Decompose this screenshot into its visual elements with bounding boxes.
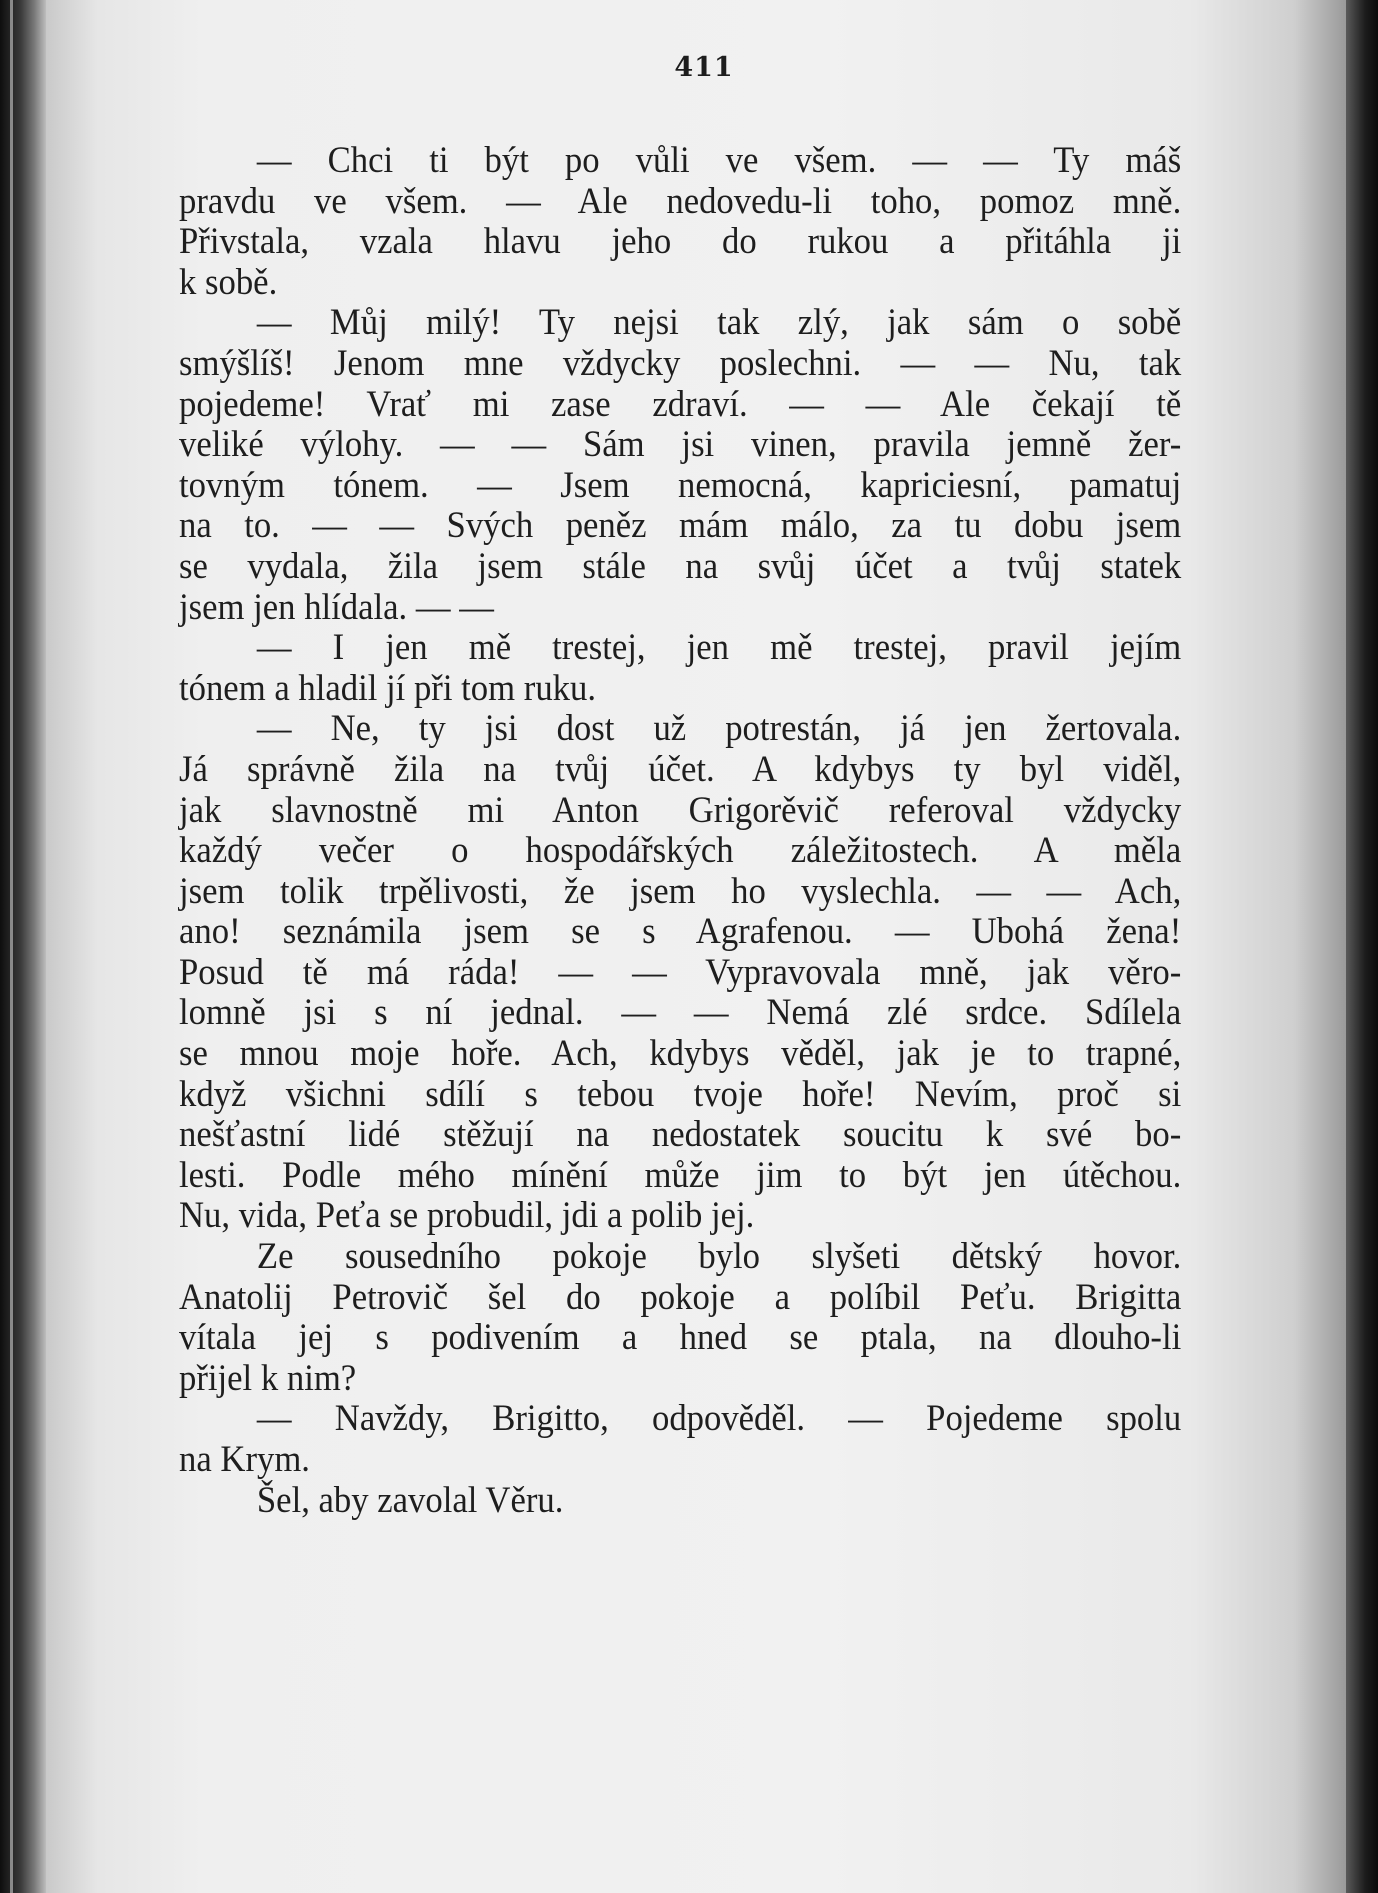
text-line: Ze sousedního pokoje bylo slyšeti dětský hovor.: [256, 1235, 1182, 1277]
text-line: Anatolij Petrovič šel do pokoje a políbil Peťu. Brigitta: [179, 1275, 1182, 1317]
book-gutter: [0, 0, 46, 1893]
text-line: ano! seznámila jsem se s Agrafenou. — Ubohá žena!: [179, 910, 1182, 952]
text-line: Šel, aby zavolal Věru.: [256, 1478, 564, 1520]
text-line: tónem a hladil jí při tom ruku.: [179, 666, 597, 708]
text-line: tovným tónem. — Jsem nemocná, kapriciesní, pamatuj: [179, 463, 1182, 505]
text-line: jak slavnostně mi Anton Grigorěvič referoval vždycky: [179, 788, 1182, 830]
text-line: každý večer o hospodářských záležitostech. A měla: [179, 829, 1182, 871]
text-line: když všichni sdílí s tebou tvoje hoře! Nevím, proč si: [179, 1072, 1182, 1114]
page-number: 411: [674, 52, 734, 83]
text-line: k sobě.: [179, 260, 278, 302]
spine-edge: [10, 0, 13, 1893]
paragraph: [179, 1480, 1181, 1521]
text-line: smýšlíš! Jenom mne vždycky poslechni. — — Nu, tak: [179, 341, 1182, 383]
paragraph: [179, 302, 1181, 627]
text-line: na Krym.: [179, 1438, 310, 1479]
page-edge-shadow: [1346, 0, 1378, 1893]
text-line: veliké výlohy. — — Sám jsi vinen, pravila jemně žer-: [179, 423, 1182, 465]
text-line: přijel k nim?: [179, 1356, 357, 1398]
paragraph: [179, 627, 1181, 708]
text-line: jsem tolik trpělivosti, že jsem ho vyslechla. — — Ach,: [179, 869, 1182, 911]
text-line: Posud tě má ráda! — — Vypravovala mně, jak věro-: [179, 950, 1182, 992]
text-line: lomně jsi s ní jednal. — — Nemá zlé srdce. Sdílela: [179, 991, 1182, 1033]
text-line: jsem jen hlídala. — —: [179, 585, 494, 627]
paragraph: [179, 1398, 1181, 1479]
text-line: nešťastní lidé stěžují na nedostatek soucitu k své bo-: [179, 1113, 1182, 1155]
text-line: se vydala, žila jsem stále na svůj účet a tvůj statek: [179, 544, 1182, 586]
text-line: — I jen mě trestej, jen mě trestej, pravil jejím: [256, 626, 1182, 668]
text-line: lesti. Podle mého mínění může jim to být jen útěchou.: [179, 1153, 1182, 1195]
body-text: [179, 140, 1181, 1520]
text-line: — Ne, ty jsi dost už potrestán, já jen žertovala.: [256, 707, 1182, 749]
text-line: pojedeme! Vrať mi zase zdraví. — — Ale čekají tě: [179, 382, 1182, 424]
text-line: — Navždy, Brigitto, odpověděl. — Pojedeme spolu: [256, 1397, 1182, 1439]
text-line: na to. — — Svých peněz mám málo, za tu dobu jsem: [179, 504, 1182, 546]
text-line: se mnou moje hoře. Ach, kdybys věděl, jak je to trapné,: [179, 1032, 1182, 1074]
paragraph: [179, 140, 1181, 302]
text-line: Nu, vida, Peťa se probudil, jdi a polib jej.: [179, 1194, 755, 1236]
paragraph: [179, 1236, 1181, 1398]
text-line: — Můj milý! Ty nejsi tak zlý, jak sám o sobě: [256, 301, 1182, 343]
paragraph: [179, 708, 1181, 1236]
text-line: — Chci ti být po vůli ve všem. — — Ty máš: [256, 139, 1182, 180]
text-line: Já správně žila na tvůj účet. A kdybys ty byl viděl,: [179, 747, 1182, 789]
text-line: pravdu ve všem. — Ale nedovedu-li toho, pomoz mně.: [179, 179, 1182, 221]
text-line: vítala jej s podivením a hned se ptala, na dlouho-li: [179, 1316, 1182, 1358]
text-line: Přivstala, vzala hlavu jeho do rukou a přitáhla ji: [179, 220, 1182, 262]
